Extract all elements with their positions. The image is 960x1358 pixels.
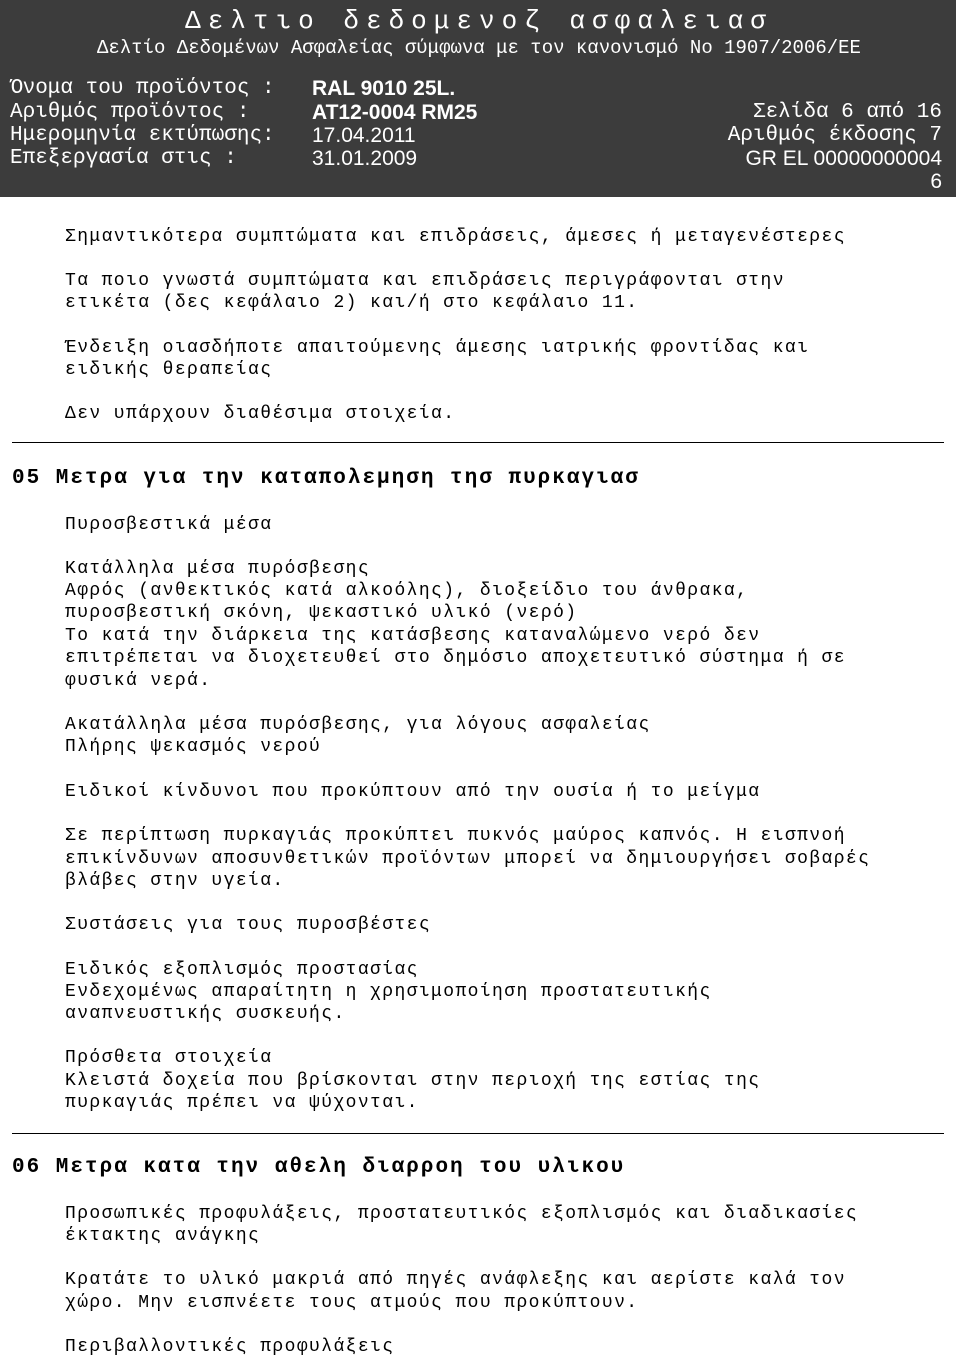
special-hazards-line: επικίνδυνων αποσυνθετικών προϊόντων μπορεί να δημιουργήσει σοβαρές	[65, 849, 871, 869]
unsuitable-media-line: Ακατάλληλα μέσα πυρόσβεσης, για λόγους ασφαλείας	[65, 715, 651, 735]
additional-info-line: Κλειστά δοχεία που βρίσκονται στην περιοχή της εστίας της	[65, 1071, 761, 1091]
protective-equipment-line: Ενδεχομένως απαραίτητη η χρησιμοποίηση προστατευτικής	[65, 982, 712, 1002]
medical-care-text: Δεν υπάρχουν διαθέσιμα στοιχεία.	[65, 404, 456, 424]
additional-info-line: πυρκαγιάς πρέπει να ψύχονται.	[65, 1093, 419, 1113]
special-hazards-heading: Ειδικοί κίνδυνοι που προκύπτουν από την ουσία ή το μείγμα	[65, 782, 761, 802]
section-06-title: 06 Μετρα κατα την αθελη διαρροη του υλικου	[12, 1156, 626, 1179]
firefighter-advice-heading: Συστάσεις για τους πυροσβέστες	[65, 915, 432, 935]
edit-date-label: Επεξεργασία στις :	[10, 147, 237, 170]
symptoms-heading: Σημαντικότερα συμπτώματα και επιδράσεις, άμεσες ή μεταγενέστερες	[65, 227, 846, 247]
personal-precautions-text-line: χώρο. Μην εισπνέετε τους ατμούς που προκύπτουν.	[65, 1293, 639, 1313]
section-05-title: 05 Μετρα για την καταπολεμηση τησ πυρκαγιασ	[12, 467, 640, 490]
edit-date-value: 31.01.2009	[312, 147, 418, 170]
product-number-label: Αριθμός προϊόντος :	[10, 101, 250, 124]
personal-precautions-heading-line: έκτακτης ανάγκης	[65, 1226, 261, 1246]
extinguishing-text-line: επιτρέπεται να διοχετευθεί στο δημόσιο αποχετευτικό σύστημα ή σε	[65, 648, 846, 668]
extinguishing-text-line: πυροσβεστική σκόνη, ψεκαστικό υλικό (νερό)	[65, 603, 578, 623]
product-name-row	[10, 77, 942, 101]
section-divider	[12, 442, 944, 443]
environmental-precautions-heading: Περιβαλλοντικές προφυλάξεις	[65, 1337, 395, 1357]
page-indicator: Σελίδα 6 από 16	[752, 101, 942, 124]
special-hazards-line: Σε περίπτωση πυρκαγιάς προκύπτει πυκνός μαύρος καπνός. Η εισπνοή	[65, 826, 846, 846]
document-code-suffix: 6	[930, 170, 942, 193]
symptoms-text-line: Τα ποιο γνωστά συμπτώματα και επιδράσεις περιγράφονται στην	[65, 271, 785, 291]
edit-date-row	[10, 147, 942, 171]
symptoms-text-line: ετικέτα (δες κεφάλαιο 2) και/ή στο κεφάλαιο 11.	[65, 293, 639, 313]
product-number-value: AT12-0004 RM25	[312, 101, 478, 124]
extinguishing-text-line: Κατάλληλα μέσα πυρόσβεσης	[65, 559, 371, 579]
document-subtitle: Δελτίο Δεδομένων Ασφαλείας σύμφωνα με τον κανονισμό Νο 1907/2006/ΕΕ	[97, 37, 861, 59]
extinguishing-media-heading: Πυροσβεστικά μέσα	[65, 515, 273, 535]
document-code: GR EL 00000000004	[745, 147, 942, 170]
print-date-row	[10, 124, 942, 148]
personal-precautions-text-line: Κρατάτε το υλικό μακριά από πηγές ανάφλεξης και αερίστε καλά τον	[65, 1270, 846, 1290]
extinguishing-text-line: Το κατά την διάρκεια της κατάσβεσης καταναλώμενο νερό δεν	[65, 626, 761, 646]
special-hazards-line: βλάβες στην υγεία.	[65, 871, 285, 891]
product-name-value: RAL 9010 25L.	[312, 77, 456, 100]
section-divider	[12, 1133, 944, 1134]
version-label: Αριθμός έκδοσης 7	[727, 124, 942, 147]
document-title: Δελτιο δεδομενοζ ασφαλειασ	[185, 6, 773, 36]
protective-equipment-line: Ειδικός εξοπλισμός προστασίας	[65, 960, 419, 980]
extinguishing-text-line: φυσικά νερά.	[65, 671, 212, 691]
product-number-row	[10, 101, 942, 125]
medical-care-heading-line: Ένδειξη οιασδήποτε απαιτούμενης άμεσης ιατρικής φροντίδας και	[65, 338, 810, 358]
additional-info-line: Πρόσθετα στοιχεία	[65, 1048, 273, 1068]
code-suffix-row	[10, 170, 942, 194]
print-date-label: Ημερομηνία εκτύπωσης:	[10, 124, 275, 147]
extinguishing-text-line: Αφρός (ανθεκτικός κατά αλκοόλης), διοξείδιο του άνθρακα,	[65, 581, 749, 601]
medical-care-heading-line: ειδικής θεραπείας	[65, 360, 273, 380]
unsuitable-media-line: Πλήρης ψεκασμός νερού	[65, 737, 322, 757]
protective-equipment-line: αναπνευστικής συσκευής.	[65, 1004, 346, 1024]
product-name-label: Όνομα του προϊόντος :	[10, 77, 275, 100]
personal-precautions-heading-line: Προσωπικές προφυλάξεις, προστατευτικός εξοπλισμός και διαδικασίες	[65, 1204, 859, 1224]
document-header	[0, 0, 958, 197]
print-date-value: 17.04.2011	[312, 124, 416, 147]
